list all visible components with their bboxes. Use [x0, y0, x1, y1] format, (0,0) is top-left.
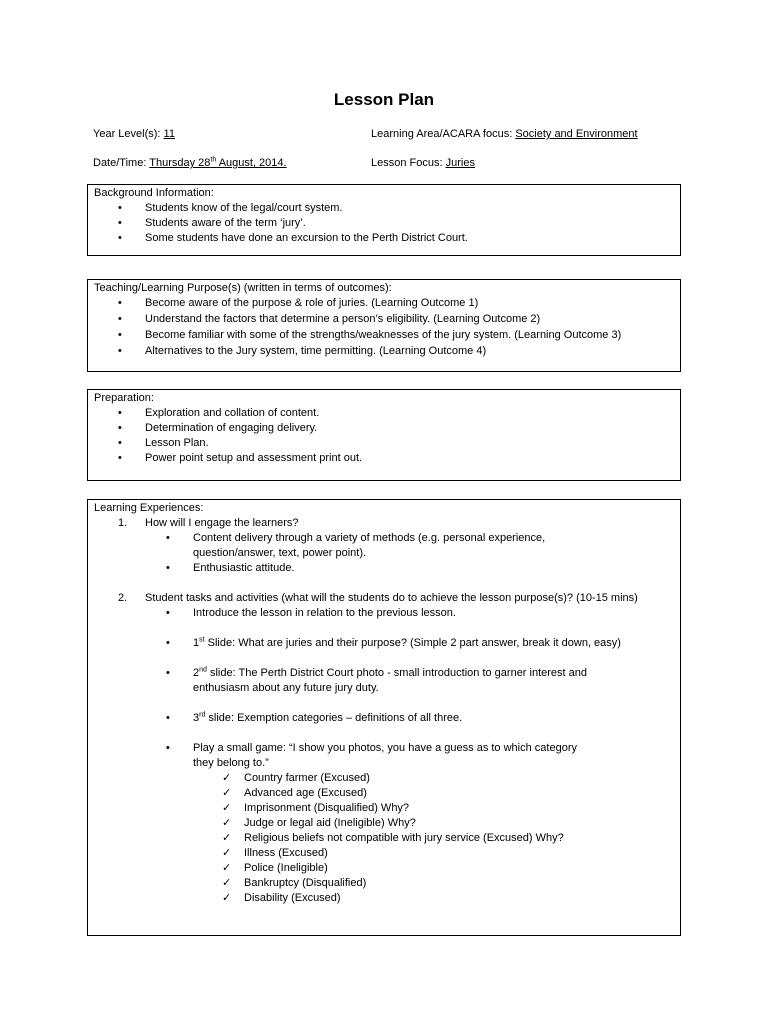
learning-area-label: Learning Area/ACARA focus: — [371, 128, 513, 140]
slide-2-suffix: nd — [199, 666, 207, 674]
page-title: Lesson Plan — [333, 90, 435, 109]
checklist-item: ✓ Country farmer (Excused) — [94, 771, 674, 786]
list-item-slide-1 — [94, 636, 674, 651]
date-day: Thursday 28 — [149, 157, 211, 169]
list-item-slide-3 — [94, 711, 674, 726]
date-time-value — [149, 157, 286, 169]
checklist-item: ✓ Religious beliefs not compatible with jury service (Excused) Why? — [94, 831, 674, 846]
background-list — [94, 201, 674, 246]
preparation-heading: Preparation: — [94, 392, 154, 404]
list-item: • Enthusiastic attitude. — [94, 561, 674, 576]
question-2-number: 2. — [118, 592, 128, 604]
slide-1-suffix: st — [199, 636, 205, 644]
list-item: • Exploration and collation of content. — [94, 406, 674, 421]
list-item-game: • Play a small game: “I show you photos, you have a guess as to which category they belong to.” — [94, 741, 593, 771]
list-item: • Alternatives to the Jury system, time permitting. (Learning Outcome 4) — [94, 344, 674, 359]
list-item: • Students know of the legal/court system. — [94, 201, 674, 216]
preparation-box — [87, 389, 681, 481]
background-box — [87, 184, 681, 256]
list-item: • Students aware of the term ‘jury’. — [94, 216, 674, 231]
list-item: • Introduce the lesson in relation to the previous lesson. — [94, 606, 674, 621]
list-item: • Determination of engaging delivery. — [94, 421, 674, 436]
slide-3-number: 3 — [193, 712, 200, 724]
slide-3-suffix: rd — [199, 711, 206, 719]
year-level-value: 11 — [163, 128, 175, 140]
experiences-heading: Learning Experiences: — [94, 502, 204, 514]
learning-area — [371, 127, 638, 142]
purpose-heading: Teaching/Learning Purpose(s) (written in terms of outcomes): — [94, 282, 392, 294]
question-1-number: 1. — [118, 517, 128, 529]
purpose-box — [87, 279, 681, 372]
question-1-text: How will I engage the learners? — [145, 517, 299, 529]
question-2-list — [94, 606, 674, 771]
lesson-focus — [371, 156, 475, 171]
purpose-list — [94, 296, 674, 359]
checklist-item: ✓ Judge or legal aid (Ineligible) Why? — [94, 816, 674, 831]
question-2 — [94, 591, 674, 606]
list-item: • Lesson Plan. — [94, 436, 674, 451]
list-item: • Some students have done an excursion to the Perth District Court. — [94, 231, 674, 246]
lesson-focus-label: Lesson Focus: — [371, 157, 443, 169]
list-item: • Become familiar with some of the strengths/weaknesses of the jury system. (Learning Outcome 3) — [94, 328, 674, 343]
checklist-item: ✓ Police (Ineligible) — [94, 861, 674, 876]
list-item: • Content delivery through a variety of methods (e.g. personal experience, question/answer, text, power point). — [94, 531, 593, 561]
date-time-label: Date/Time: — [93, 157, 147, 169]
preparation-list — [94, 406, 674, 466]
year-level-label: Year Level(s): — [93, 128, 161, 140]
learning-area-value: Society and Environment — [515, 128, 638, 140]
list-item: • Understand the factors that determine a person’s eligibility. (Learning Outcome 2) — [94, 312, 674, 327]
date-month-year: August, 2014. — [216, 157, 287, 169]
question-1 — [94, 516, 674, 531]
slide-2-number: 2 — [193, 667, 200, 679]
year-level — [93, 127, 175, 142]
checklist-item: ✓ Advanced age (Excused) — [94, 786, 674, 801]
list-item: • Power point setup and assessment print out. — [94, 451, 674, 466]
checklist-item: ✓ Bankruptcy (Disqualified) — [94, 876, 674, 891]
question-1-list — [94, 531, 674, 576]
slide-2-text: slide: The Perth District Court photo - small introduction to garner interest and enthusiasm about any future jury duty. — [193, 667, 588, 694]
question-2-text: Student tasks and activities (what will the students do to achieve the lesson purpose(s)? (10-15 mins) — [145, 592, 638, 604]
slide-1-number: 1 — [193, 637, 200, 649]
date-suffix: th — [210, 156, 217, 164]
experiences-box — [87, 499, 681, 936]
slide-3-text: slide: Exemption categories – definitions of all three. — [205, 712, 463, 724]
date-time — [93, 156, 287, 171]
checklist-item: ✓ Disability (Excused) — [94, 891, 674, 906]
slide-1-text: Slide: What are juries and their purpose? (Simple 2 part answer, break it down, easy) — [204, 637, 621, 649]
list-item-slide-2 — [94, 666, 593, 696]
category-checklist — [94, 771, 674, 906]
lesson-focus-value: Juries — [445, 157, 475, 169]
list-item: • Become aware of the purpose & role of juries. (Learning Outcome 1) — [94, 296, 674, 311]
checklist-item: ✓ Illness (Excused) — [94, 846, 674, 861]
checklist-item: ✓ Imprisonment (Disqualified) Why? — [94, 801, 674, 816]
background-heading: Background Information: — [94, 187, 214, 199]
